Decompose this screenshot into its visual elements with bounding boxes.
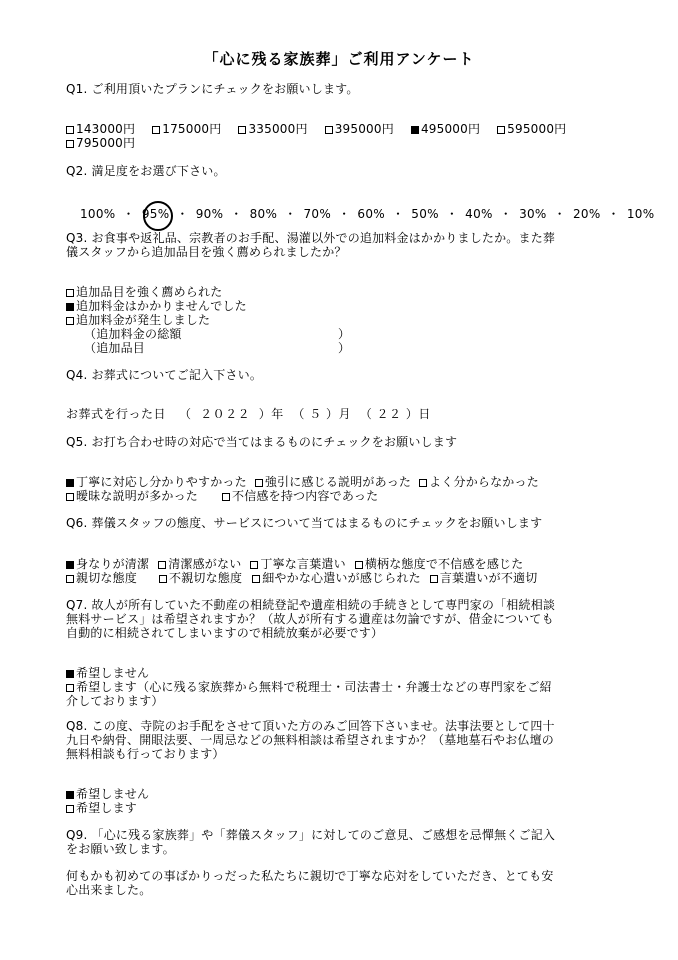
checkbox[interactable]	[66, 805, 74, 813]
q1-plan-row-2	[66, 136, 148, 150]
checkbox[interactable]	[66, 684, 74, 692]
day-unit: 日	[418, 407, 431, 421]
separator: ・	[230, 207, 243, 221]
separator: ・	[607, 207, 620, 221]
month-unit: 月	[338, 407, 352, 421]
q7-option-decline[interactable]: 希望しません	[66, 666, 149, 680]
satisfaction-option[interactable]: 60%	[357, 207, 385, 221]
q3-label-2: 儀スタッフから追加品目を強く薦められましたか？	[66, 245, 347, 259]
q5-option[interactable]: 丁寧に対応し分かりやすかった	[66, 475, 247, 489]
separator: ・	[445, 207, 459, 221]
separator: ・	[391, 207, 405, 221]
q1-label: Q1. ご利用頂いたプランにチェックをお願いします。	[66, 82, 359, 96]
checkbox[interactable]	[66, 126, 74, 134]
day-value[interactable]: ２２	[376, 407, 402, 421]
q9-label-1: Q9. 「心に残る家族葬」や「葬儀スタッフ」に対してのご意見、ご感想を忌憚無くご記入	[66, 828, 556, 842]
checkbox[interactable]	[238, 126, 246, 134]
checkbox[interactable]	[250, 561, 258, 569]
q8-label-2: 九日や納骨、開眼法要、一周忌などの無料相談は希望されますか？（墓地墓石やお仏壇の	[66, 733, 555, 747]
q6-row-2	[66, 571, 545, 585]
q8-option-decline[interactable]: 希望しません	[66, 787, 149, 801]
date-prefix: お葬式を行った日	[66, 407, 167, 421]
checkbox[interactable]	[497, 126, 505, 134]
q6-option[interactable]: 不親切な態度	[159, 571, 242, 585]
q6-row-1	[66, 557, 531, 571]
q5-option[interactable]: よく分からなかった	[419, 475, 539, 489]
checkbox[interactable]	[66, 140, 74, 148]
satisfaction-option[interactable]: 95%	[141, 207, 170, 221]
q7-label-3: 自動的に相続されてしまいますので相続放棄が必要です）	[66, 626, 384, 640]
q6-option[interactable]: 身なりが清潔	[66, 557, 149, 571]
q5-row-1	[66, 475, 547, 489]
checkbox[interactable]	[252, 575, 260, 583]
plan-option[interactable]: 495000円	[411, 122, 480, 136]
checkbox[interactable]	[66, 289, 74, 297]
q5-option[interactable]: 曖昧な説明が多かった	[66, 489, 198, 503]
q5-option[interactable]: 強引に感じる説明があった	[255, 475, 411, 489]
month-value[interactable]: ５	[309, 407, 322, 421]
q3-option[interactable]: 追加料金が発生しました	[66, 313, 210, 327]
checkbox[interactable]	[66, 303, 74, 311]
plan-option[interactable]: 795000円	[66, 136, 135, 150]
q9-answer-2: 心出来ました。	[66, 883, 152, 897]
q4-label: Q4. お葬式についてご記入下さい。	[66, 368, 263, 382]
checkbox[interactable]	[355, 561, 363, 569]
additional-total-close: ）	[338, 327, 351, 341]
plan-option[interactable]: 175000円	[152, 122, 221, 136]
q9-label-2: をお願い致します。	[66, 842, 175, 856]
checkbox[interactable]	[419, 479, 427, 487]
separator: ・	[284, 207, 297, 221]
checkbox[interactable]	[411, 126, 419, 134]
q6-option[interactable]: 丁寧な言葉遣い	[250, 557, 345, 571]
q6-option[interactable]: 細やかな心遣いが感じられた	[252, 571, 421, 585]
q9-answer-1: 何もかも初めての事ばかりっだった私たちに親切で丁寧な応対をしていただき、とても安	[66, 869, 554, 883]
checkbox[interactable]	[66, 575, 74, 583]
additional-items-label: （追加品目	[84, 341, 146, 355]
additional-total-label: （追加料金の総額	[84, 327, 182, 341]
q5-label: Q5. お打ち合わせ時の対応で当てはまるものにチェックをお願いします	[66, 435, 458, 449]
plan-option[interactable]: 595000円	[497, 122, 566, 136]
satisfaction-option[interactable]: 30%	[519, 207, 547, 221]
q7-option-request-cont: 介しております）	[66, 694, 164, 708]
q3-option[interactable]: 追加料金はかかりませんでした	[66, 299, 247, 313]
checkbox[interactable]	[66, 670, 74, 678]
additional-items-close: ）	[338, 341, 351, 355]
funeral-date: お葬式を行った日 （ ２０２２ ）年 （ ５ ）月 （ ２２ ）日	[66, 407, 431, 421]
separator: ・	[122, 207, 135, 221]
plan-option[interactable]: 335000円	[238, 122, 307, 136]
q7-option-request[interactable]: 希望します（心に残る家族葬から無料で税理士・司法書士・弁護士などの専門家をご紹	[66, 680, 552, 694]
q3-label-1: Q3. お食事や返礼品、宗教者のお手配、湯灌以外での追加料金はかかりましたか。また葬	[66, 231, 556, 245]
q6-label: Q6. 葬儀スタッフの態度、サービスについて当てはまるものにチェックをお願いします	[66, 516, 543, 530]
checkbox[interactable]	[158, 561, 166, 569]
q8-label-3: 無料相談も行っております）	[66, 747, 225, 761]
satisfaction-option[interactable]: 20%	[572, 207, 601, 221]
q3-option[interactable]: 追加品目を強く薦められた	[66, 285, 222, 299]
separator: ・	[553, 207, 566, 221]
satisfaction-option[interactable]: 100%	[80, 207, 116, 221]
checkbox[interactable]	[222, 493, 230, 501]
q2-label: Q2. 満足度をお選び下さい。	[66, 164, 226, 178]
q6-option[interactable]: 横柄な態度で不信感を感じた	[355, 557, 524, 571]
q7-label-1: Q7. 故人が所有していた不動産の相続登記や遺産相続の手続きとして専門家の「相続相談	[66, 598, 556, 612]
satisfaction-option[interactable]: 40%	[465, 207, 493, 221]
separator: ・	[338, 207, 351, 221]
checkbox[interactable]	[66, 493, 74, 501]
checkbox[interactable]	[66, 479, 74, 487]
satisfaction-option[interactable]: 80%	[249, 207, 278, 221]
selection-circle	[143, 201, 173, 231]
q5-row-2	[66, 489, 386, 503]
q6-option[interactable]: 清潔感がない	[158, 557, 241, 571]
q7-label-2: 無料サービス」は希望されますか？（故人が所有する遺産は勿論ですが、借金についても	[66, 612, 554, 626]
satisfaction-option[interactable]: 50%	[411, 207, 439, 221]
q6-option[interactable]: 言葉遣いが不適切	[430, 571, 538, 585]
page-title: 「心に残る家族葬」ご利用アンケート	[203, 50, 475, 68]
checkbox[interactable]	[255, 479, 263, 487]
year-unit: 年	[271, 407, 284, 421]
checkbox[interactable]	[325, 126, 333, 134]
separator: ・	[176, 207, 189, 221]
checkbox[interactable]	[66, 791, 74, 799]
checkbox[interactable]	[66, 317, 74, 325]
checkbox[interactable]	[66, 561, 74, 569]
q5-option[interactable]: 不信感を持つ内容であった	[222, 489, 378, 503]
satisfaction-option[interactable]: 10%	[626, 207, 655, 221]
separator: ・	[499, 207, 513, 221]
q8-label-1: Q8. この度、寺院のお手配をさせて頂いた方のみご回答下さいませ。法事法要として四十	[66, 719, 555, 733]
year-value[interactable]: ２０２２	[200, 407, 251, 421]
satisfaction-option[interactable]: 70%	[303, 207, 332, 221]
q1-plan-row-1	[66, 122, 579, 136]
checkbox[interactable]	[159, 575, 167, 583]
plan-option[interactable]: 143000円	[66, 122, 135, 136]
satisfaction-option[interactable]: 90%	[195, 207, 224, 221]
q6-option[interactable]: 親切な態度	[66, 571, 137, 585]
q8-option-request[interactable]: 希望します	[66, 801, 137, 815]
plan-option[interactable]: 395000円	[325, 122, 394, 136]
checkbox[interactable]	[430, 575, 438, 583]
checkbox[interactable]	[152, 126, 160, 134]
